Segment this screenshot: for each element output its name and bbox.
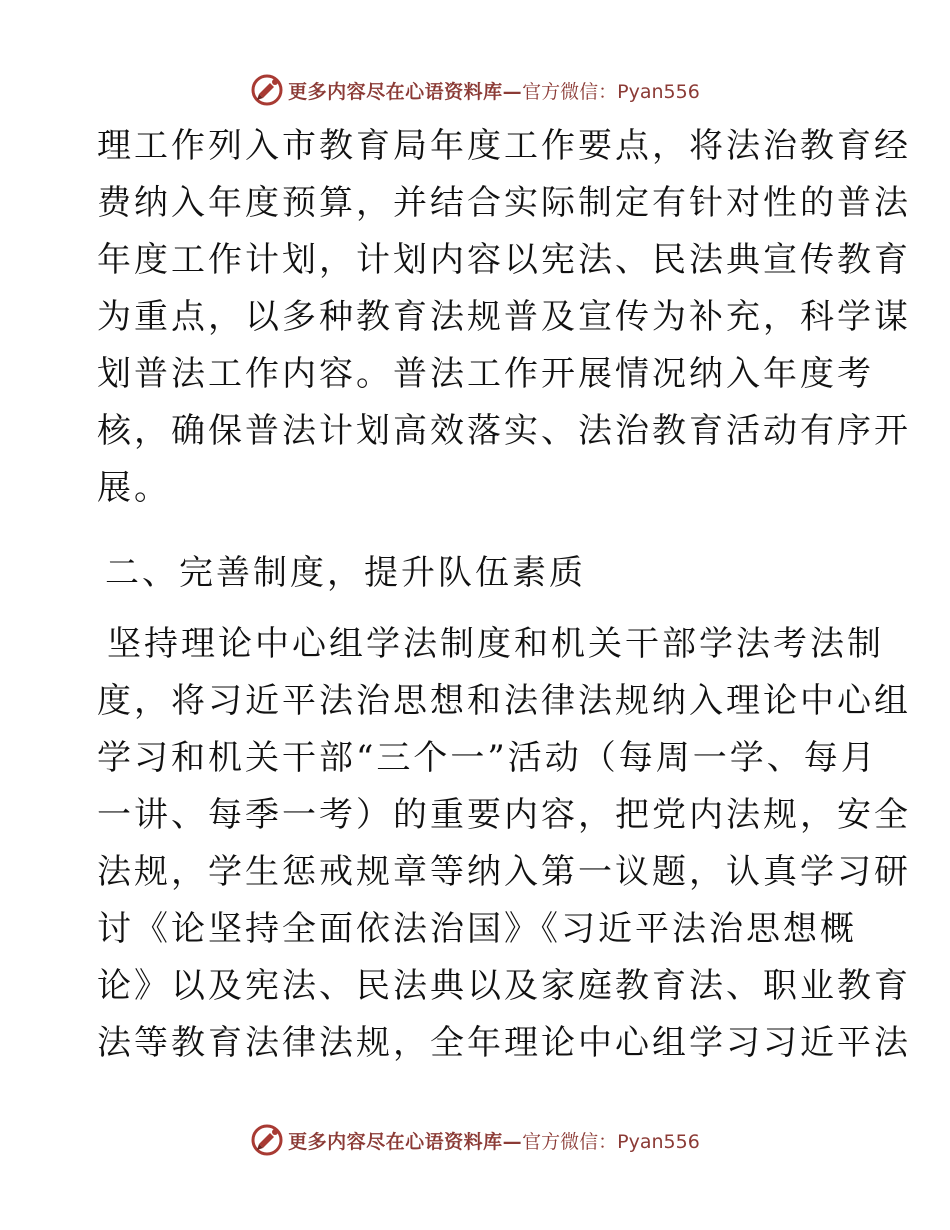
text-line: 法等教育法律法规，全年理论中心组学习习近平法	[97, 1023, 911, 1063]
text-line: 论》以及宪法、民法典以及家庭教育法、职业教育	[97, 966, 911, 1006]
text-line: 费纳入年度预算，并结合实际制定有针对性的普法	[97, 183, 911, 223]
brand-logo-icon	[250, 73, 284, 107]
paragraph-1	[97, 118, 911, 517]
text-line: 讨《论坚持全面依法治国》《习近平法治思想概	[97, 909, 857, 949]
footer-banner	[0, 1122, 950, 1158]
text-line: 度，将习近平法治思想和法律法规纳入理论中心组	[97, 681, 911, 721]
banner-text: 更多内容尽在心语资料库—	[288, 80, 523, 103]
text-line: 为重点，以多种教育法规普及宣传为补充，科学谋	[97, 297, 911, 337]
banner-text: 更多内容尽在心语资料库—	[288, 1130, 523, 1153]
banner-wechat: 官方微信：Pyan556	[522, 1130, 700, 1153]
section-heading: 二、完善制度，提升队伍素质	[105, 553, 586, 593]
text-line: 一讲、每季一考）的重要内容，把党内法规，安全	[97, 795, 911, 835]
text-line: 年度工作计划，计划内容以宪法、民法典宣传教育	[97, 240, 911, 280]
text-line: 划普法工作内容。普法工作开展情况纳入年度考	[97, 354, 874, 394]
text-line: 坚持理论中心组学法制度和机关干部学法考法制	[107, 624, 884, 664]
text-line: 法规，学生惩戒规章等纳入第一议题，认真学习研	[97, 852, 911, 892]
brand-logo-icon	[250, 1123, 284, 1157]
text-line: 核，确保普法计划高效落实、法治教育活动有序开	[97, 411, 911, 451]
text-line: 展。	[97, 468, 171, 508]
text-line: 学习和机关干部“三个一”活动（每周一学、每月	[97, 738, 878, 778]
text-line: 理工作列入市教育局年度工作要点，将法治教育经	[97, 126, 911, 166]
paragraph-2	[97, 616, 911, 1072]
banner-wechat: 官方微信：Pyan556	[522, 80, 700, 103]
header-banner	[0, 72, 950, 108]
